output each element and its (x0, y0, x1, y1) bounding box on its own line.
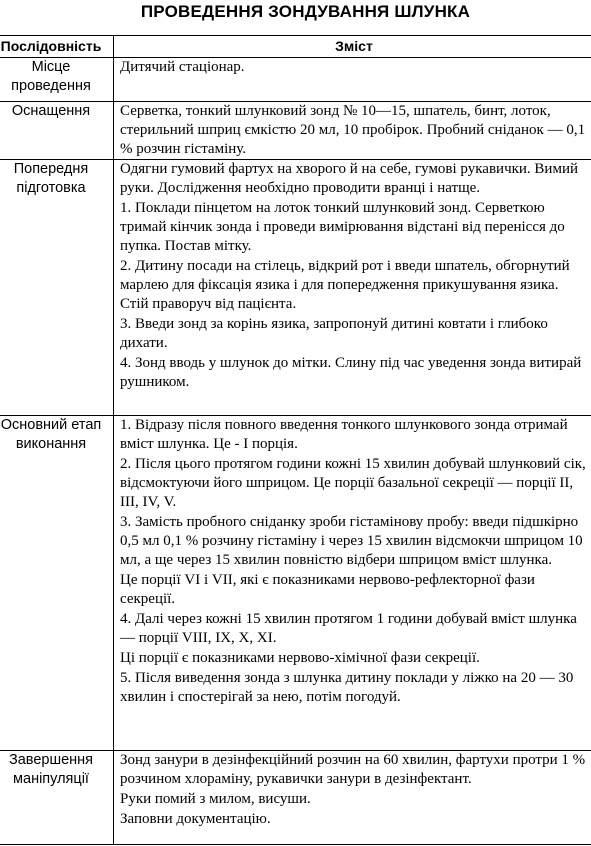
content-column-header: Зміст (114, 36, 591, 58)
sequence-column-header: Послідовність (0, 36, 114, 58)
content-paragraph: Дитячий стаціонар. (120, 59, 245, 75)
table-row (0, 58, 591, 102)
content-paragraph: 2. Після цього протягом години кожні 15 хвилин добувай шлунковий сік, відсмоктуючи його шприцом. Це порції базальної секреції — порції II, III, IV, V. (120, 456, 586, 510)
content-paragraph: 3. Введи зонд за корінь язика, запропонуй дитині ковтати і глибоко дихати. (120, 316, 548, 351)
content-paragraph: Зонд занури в дезінфекційний розчин на 60 хвилин, фартухи протри 1 % розчином хлораміну, рукавички занури в дезінфектант. (120, 752, 586, 787)
content-paragraph: 5. Після виведення зонда з шлунка дитину поклади у ліжко на 20 — 30 хвилин і спостерігай за нею, потім погодуй. (120, 670, 574, 705)
stage-cell: Попередня підготовка (0, 160, 114, 416)
content-cell (114, 751, 591, 845)
content-paragraph: Ці порції є показниками нервово-хімічної фази секреції. (120, 650, 480, 666)
table-row (0, 160, 591, 416)
content-paragraph: Руки помий з милом, висуши. (120, 791, 311, 807)
content-cell (114, 160, 591, 416)
content-paragraph: 1. Відразу після повного введення тонкого шлункового зонда отримай вміст шлунка. Це - І порція. (120, 417, 568, 452)
content-cell (114, 416, 591, 751)
document-title: ПРОВЕДЕННЯ ЗОНДУВАННЯ ШЛУНКА (140, 2, 471, 21)
table-row (0, 416, 591, 751)
table-header-row (0, 36, 591, 58)
content-paragraph: Заповни документацію. (120, 811, 271, 827)
content-paragraph: 4. Далі через кожні 15 хвилин протягом 1 години добувай вміст шлунка — порції VIII, IX, X, XI. (120, 611, 577, 646)
table-row (0, 102, 591, 160)
table-body (0, 58, 591, 845)
content-paragraph: Серветка, тонкий шлунковий зонд № 10—15, шпатель, бинт, лоток, стерильний шприц ємкістю 20 мл, 10 пробірок. Пробний сніданок — 0,1 % розчин гістаміну. (120, 103, 586, 157)
table-row (0, 751, 591, 845)
content-paragraph: 3. Замість пробного сніданку зроби гістамінову пробу: введи підшкірно 0,5 мл 0,1 % розчину гістаміну і через 15 хвилин відсмокчи шприцом 10 мл, а ще через 15 хвилин повністю відбери шприцом вміст шлунка. (120, 514, 583, 568)
content-cell (114, 58, 591, 102)
content-cell (114, 102, 591, 160)
content-paragraph: Одягни гумовий фартух на хворого й на себе, гумові рукавички. Вимий руки. Дослідження необхідно проводити вранці і натще. (120, 161, 579, 196)
content-paragraph: 2. Дитину посади на стілець, відкрий рот і введи шпатель, обгорнутий марлею для фіксація язика і для попередження прикушування язика. Стій праворуч від пацієнта. (120, 258, 570, 312)
stage-cell: Основний етап виконання (0, 416, 114, 751)
stage-cell: Оснащення (0, 102, 114, 160)
stage-cell: Місце проведення (0, 58, 114, 102)
procedure-table (0, 35, 591, 845)
stage-cell: Завершення маніпуляції (0, 751, 114, 845)
content-paragraph: 4. Зонд вводь у шлунок до мітки. Слину під час уведення зонда витирай рушником. (120, 355, 582, 390)
content-paragraph: Це порції VI і VII, які є показниками нервово-рефлекторної фази секреції. (120, 572, 535, 607)
content-paragraph: 1. Поклади пінцетом на лоток тонкий шлунковий зонд. Серветкою тримай кінчик зонда і проведи вимірювання відстані від перенісся до пупка. Постав мітку. (120, 200, 565, 254)
